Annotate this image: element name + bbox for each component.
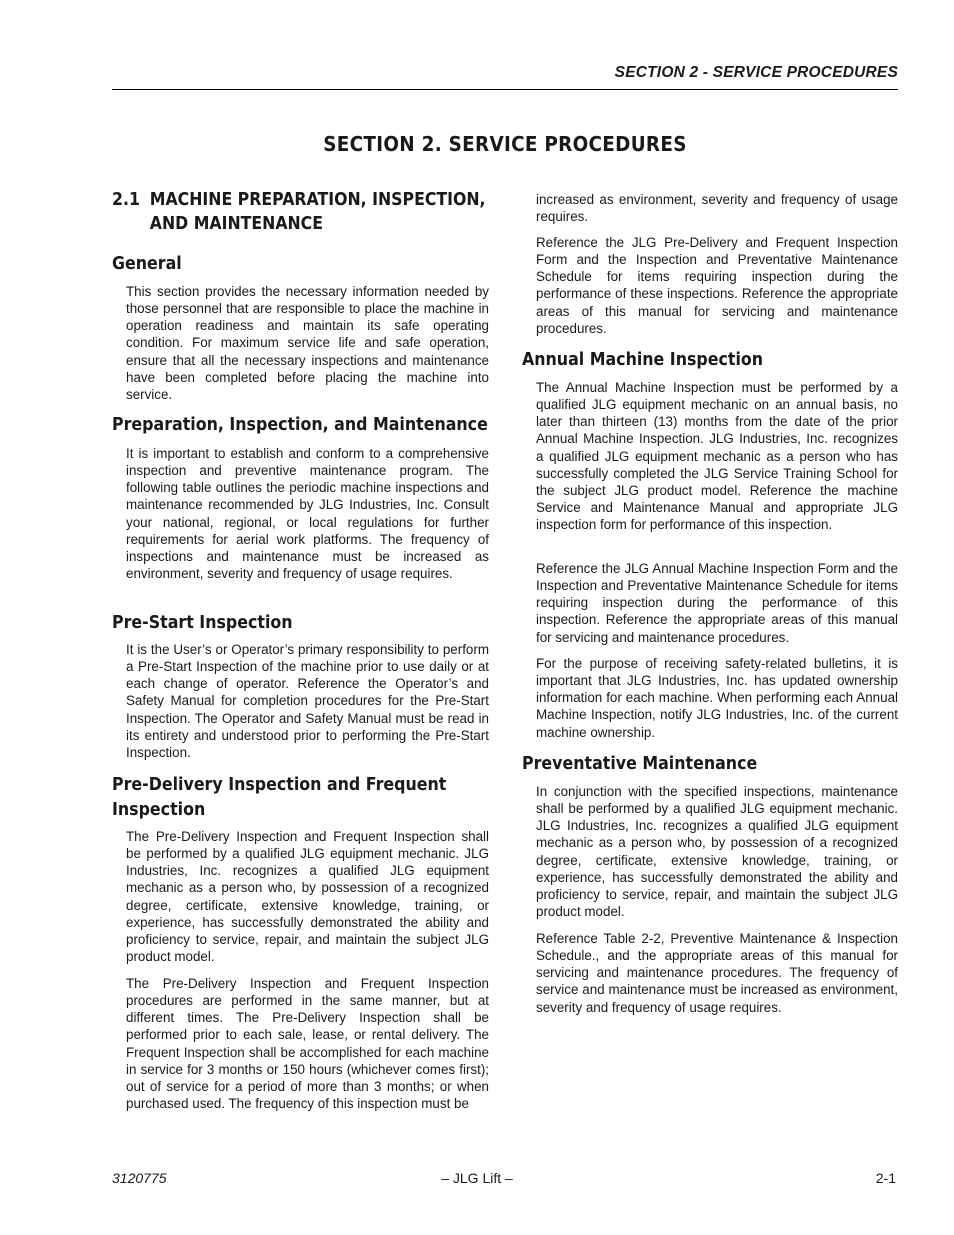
prep-paragraph: It is important to establish and conform to a comprehensive inspection and preventive maintenance program. The following table outlines the periodic machine inspections and maintenance recommended by JLG Industries, Inc. Consult your national, regional, or local regulations for further requirements for aerial work platforms. The frequency of inspections and maintenance must be increased as environment, severity and frequency of usage requires. (126, 446, 489, 582)
predelivery-heading-line2: Inspection (112, 799, 206, 820)
predelivery-heading (112, 772, 446, 822)
predelivery-paragraph-1: The Pre-Delivery Inspection and Frequent Inspection shall be performed by a qualified JLG equipment mechanic. JLG Industries, Inc. recognizes a qualified JLG equipment mechanic as a person who, by possession of a recognized degree, certificate, extensive knowledge, training, or experience, has successfully demonstrated the ability and proficiency to service, repair, and maintain the subject JLG product model. (126, 829, 489, 965)
general-paragraph: This section provides the necessary information needed by those personnel that are responsible to place the machine in operation readiness and maintain its safe operating condition. For maximum service life and safe operation, ensure that all the necessary inspections and maintenance have been completed before placing the machine into service. (126, 284, 489, 402)
footer-center: – JLG Lift – (441, 1170, 513, 1186)
prestart-heading: Pre-Start Inspection (112, 612, 293, 633)
predelivery-heading-line1: Pre-Delivery Inspection and Frequent (112, 774, 447, 795)
preventative-paragraph-2: Reference Table 2-2, Preventive Maintenance & Inspection Schedule., and the appropriate areas of this manual for servicing and maintenance procedures. The frequency of service and maintenance must be increased as environment, severity and frequency of usage requires. (536, 931, 898, 1015)
preventative-paragraph-1: In conjunction with the specified inspections, maintenance shall be performed by a qualified JLG equipment mechanic. JLG Industries, Inc. recognizes a qualified JLG equipment mechanic as a person who, by possession of a recognized degree, certificate, extensive knowledge, training, or experience, has successfully demonstrated the ability and proficiency to service, repair, and maintain the subject JLG product model. (536, 784, 898, 920)
annual-paragraph-3: For the purpose of receiving safety-related bulletins, it is important that JLG Industries, Inc. has updated ownership information for each machine. When performing each Annual Machine Inspection, notify JLG Industries, Inc. of the current machine ownership. (536, 656, 898, 740)
reference-paragraph: Reference the JLG Pre-Delivery and Frequent Inspection Form and the Inspection and Preventative Maintenance Schedule for items requiring inspection during the performance of these inspections. Reference the appropriate areas of this manual for servicing and maintenance procedures. (536, 235, 898, 336)
predelivery-paragraph-2: The Pre-Delivery Inspection and Frequent Inspection procedures are performed in the same manner, but at different times. The Pre-Delivery Inspection shall be performed prior to each sale, lease, or rental delivery. The Frequent Inspection shall be accomplished for each machine in service for 3 months or 150 hours (whichever comes first); out of service for a period of more than 3 months; or when purchased used. The frequency of this inspection must be (126, 976, 489, 1112)
section-title: SECTION 2. SERVICE PROCEDURES (323, 132, 687, 156)
annual-paragraph-1: The Annual Machine Inspection must be performed by a qualified JLG equipment mechanic on an annual basis, no later than thirteen (13) months from the date of the prior Annual Machine Inspection. JLG Industries, Inc. recognizes a qualified JLG equipment mechanic as a person who has successfully completed the JLG Service Training School for the subject JLG product model. Reference the machine Service and Maintenance Manual and appropriate JLG inspection form for performance of this inspection. (536, 380, 898, 533)
general-heading: General (112, 253, 182, 274)
annual-heading: Annual Machine Inspection (522, 349, 764, 370)
subsection-title-line1: MACHINE PREPARATION, INSPECTION, (149, 190, 486, 210)
subsection-number: 2.1 (112, 190, 140, 210)
header-rule (112, 89, 898, 90)
subsection-heading (112, 188, 490, 236)
footer-page-number: 2-1 (875, 1170, 896, 1186)
footer-doc-number: 3120775 (112, 1170, 167, 1186)
annual-paragraph-2: Reference the JLG Annual Machine Inspection Form and the Inspection and Preventative Maintenance Schedule for items requiring inspection during the performance of this inspection. Reference the appropriate areas of this manual for servicing and maintenance procedures. (536, 561, 898, 645)
preventative-heading: Preventative Maintenance (522, 753, 758, 774)
prestart-paragraph: It is the User’s or Operator’s primary responsibility to perform a Pre-Start Inspection of the machine prior to use daily or at each change of operator. Reference the Operator’s and Safety Manual for completion procedures for the Pre-Start Inspection. The Operator and Safety Manual must be read in its entirety and understood prior to performing the Pre-Start Inspection. (126, 642, 489, 760)
continued-paragraph: increased as environment, severity and frequency of usage requires. (536, 192, 898, 225)
subsection-title-line2: AND MAINTENANCE (149, 214, 324, 234)
running-head: SECTION 2 - SERVICE PROCEDURES (614, 64, 898, 81)
prep-heading: Preparation, Inspection, and Maintenance (112, 414, 488, 435)
